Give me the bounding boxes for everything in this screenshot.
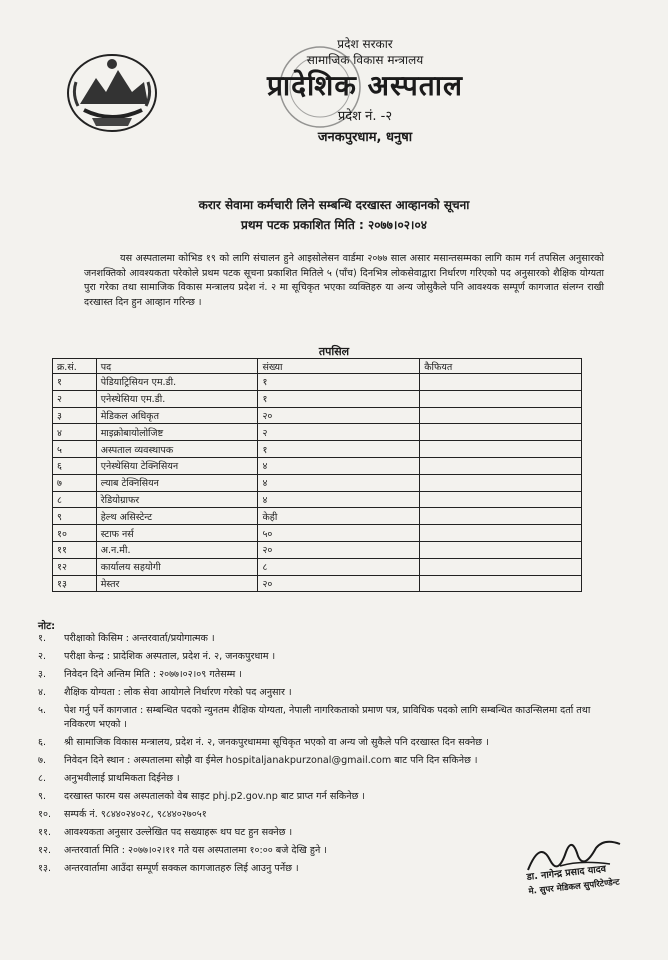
note-number: ४. <box>38 687 47 698</box>
cell-remark <box>420 424 582 441</box>
table-row <box>53 457 582 474</box>
note-number: २. <box>38 651 47 662</box>
cell-sn: १० <box>53 525 97 542</box>
cell-post: एनेस्थेसिया एम.डी. <box>96 390 258 407</box>
cell-post: कार्यालय सहयोगी <box>96 558 258 575</box>
notes-heading: नोट: <box>38 621 56 632</box>
cell-remark <box>420 407 582 424</box>
cell-post: अस्पताल व्यवस्थापक <box>96 441 258 458</box>
note-number: ९. <box>38 791 47 802</box>
table-row <box>53 558 582 575</box>
note-number: ८. <box>38 773 47 784</box>
cell-count: २० <box>258 407 420 424</box>
cell-post: हेल्थ असिस्टेन्ट <box>96 508 258 525</box>
table-row <box>53 424 582 441</box>
table-row <box>53 474 582 491</box>
cell-count: ८ <box>258 558 420 575</box>
table-row <box>53 508 582 525</box>
cell-post: अ.न.मी. <box>96 541 258 558</box>
cell-post: मेडिकल अधिकृत <box>96 407 258 424</box>
note-text: श्री सामाजिक विकास मन्त्रालय, प्रदेश नं. २, जनकपुरधाममा सूचिकृत भएको वा अन्य जो सुकैले पनि दरखास्त दिन सक्नेछ । <box>64 737 489 748</box>
cell-count: ४ <box>258 474 420 491</box>
note-text: अनुभवीलाई प्राथमिकता दिईनेछ । <box>64 773 180 784</box>
note-item <box>38 686 608 700</box>
note-number: ५. <box>38 705 47 716</box>
note-item <box>38 668 608 682</box>
cell-remark <box>420 390 582 407</box>
table-row <box>53 407 582 424</box>
col-header-sn: क्र.सं. <box>53 359 97 374</box>
ministry-label: सामाजिक विकास मन्त्रालय <box>306 53 424 67</box>
cell-count: ४ <box>258 491 420 508</box>
cell-remark <box>420 457 582 474</box>
note-text: शैक्षिक योग्यता : लोक सेवा आयोगले निर्धारण गरेको पद अनुसार । <box>64 687 292 698</box>
cell-sn: १ <box>53 374 97 391</box>
note-number: ६. <box>38 737 47 748</box>
note-number: ३. <box>38 669 47 680</box>
cell-post: स्टाफ नर्स <box>96 525 258 542</box>
note-text: परीक्षा केन्द्र : प्रादेशिक अस्पताल, प्रदेश नं. २, जनकपुरधाम । <box>64 651 276 662</box>
cell-sn: १३ <box>53 575 97 592</box>
cell-count: केही <box>258 508 420 525</box>
note-number: ७. <box>38 755 47 766</box>
cell-post: पेडियाट्रिसियन एम.डी. <box>96 374 258 391</box>
cell-post: माइक्रोबायोलोजिष्ट <box>96 424 258 441</box>
cell-sn: ९ <box>53 508 97 525</box>
cell-remark <box>420 441 582 458</box>
cell-post: मेस्तर <box>96 575 258 592</box>
col-header-remark: कैफियत <box>420 359 582 374</box>
note-number: १०. <box>38 809 52 820</box>
cell-count: १ <box>258 441 420 458</box>
col-header-post: पद <box>96 359 258 374</box>
note-item <box>38 736 608 750</box>
note-item <box>38 704 608 732</box>
cell-count: ४ <box>258 457 420 474</box>
note-text: निवेदन दिने स्थान : अस्पतालमा सोझै वा ईमेल hospitaljanakpurzonal@gmail.com बाट पनि दिन सकिनेछ । <box>64 755 478 766</box>
note-number: १३. <box>38 863 52 874</box>
signatory-name: डा. नागेन्द्र प्रसाद यादव <box>526 863 607 883</box>
cell-remark <box>420 558 582 575</box>
note-text: अन्तरवार्तामा आउँदा सम्पूर्ण सक्कल कागजातहरु लिई आउनु पर्नेछ । <box>64 863 299 874</box>
note-item <box>38 632 608 646</box>
signatory-designation: मे. सुपर मेडिकल सुपरिटेण्डेन्ट <box>528 877 621 897</box>
note-text: आवश्यकता अनुसार उल्लेखित पद सख्याहरू थप घट हुन सक्नेछ । <box>64 827 293 838</box>
table-row <box>53 541 582 558</box>
vacancy-table <box>52 358 582 592</box>
note-item <box>38 808 608 822</box>
nepal-emblem-icon <box>66 52 158 134</box>
table-row <box>53 441 582 458</box>
cell-remark <box>420 541 582 558</box>
publish-date: प्रथम पटक प्रकाशित मिति : २०७७।०२।०४ <box>241 218 427 232</box>
note-item <box>38 650 608 664</box>
cell-post: रेडियोग्राफर <box>96 491 258 508</box>
note-text: अन्तरवार्ता मिति : २०७७।०२।११ गते यस अस्पतालमा १०:०० बजे देखि हुने । <box>64 845 327 856</box>
note-number: १. <box>38 633 47 644</box>
cell-sn: ८ <box>53 491 97 508</box>
note-text: परीक्षाको किसिम : अन्तरवार्ता/प्रयोगात्मक । <box>64 633 215 644</box>
cell-remark <box>420 575 582 592</box>
cell-count: २० <box>258 541 420 558</box>
government-label: प्रदेश सरकार <box>337 37 393 51</box>
cell-sn: १२ <box>53 558 97 575</box>
cell-sn: ३ <box>53 407 97 424</box>
city-label: जनकपुरधाम, धनुषा <box>317 130 413 145</box>
table-row <box>53 525 582 542</box>
notice-title: करार सेवामा कर्मचारी लिने सम्बन्धि दरखास्त आव्हानको सूचना <box>198 198 470 212</box>
table-row <box>53 390 582 407</box>
table-caption: तपसिल <box>318 345 350 358</box>
cell-post: एनेस्थेसिया टेक्निसियन <box>96 457 258 474</box>
province-label: प्रदेश नं. -२ <box>337 109 393 124</box>
cell-count: १ <box>258 390 420 407</box>
notice-intro: यस अस्पतालमा कोभिड १९ को लागि संचालन हुने आइसोलेसन वार्डमा २०७७ साल असार मसान्तसम्मका लागि काम गर्न तपसिल अनुसारको जनशक्तिको आवश्यकता परेकोले प्रथम पटक सूचना प्रकाशित मितिले ५ (पाँच) दिनभित्र लोकसेवाद्वारा निर्धारण गरिएको पद अनुसारको शैक्षिक योग्यता पुरा गरेका तथा सामाजिक विकास मन्त्रालय प्रदेश नं. २ मा सूचिकृत भएका व्यक्तिहरु या अन्य जोसुकैले पनि आवश्यक सम्पूर्ण कागजात संलग्न राखी दरखास्त दिन हुन आव्हान गरिन्छ । <box>84 253 604 308</box>
cell-sn: ७ <box>53 474 97 491</box>
col-header-count: संख्या <box>258 359 420 374</box>
table-row <box>53 374 582 391</box>
cell-sn: ६ <box>53 457 97 474</box>
note-number: १२. <box>38 845 52 856</box>
cell-count: २० <box>258 575 420 592</box>
cell-post: ल्याब टेक्निसियन <box>96 474 258 491</box>
cell-remark <box>420 474 582 491</box>
cell-remark <box>420 525 582 542</box>
cell-count: १ <box>258 374 420 391</box>
note-item <box>38 754 608 768</box>
note-item <box>38 772 608 786</box>
cell-sn: २ <box>53 390 97 407</box>
cell-sn: ४ <box>53 424 97 441</box>
table-row <box>53 575 582 592</box>
note-text: पेश गर्नु पर्ने कागजात : सम्बन्धित पदको न्युनतम शैक्षिक योग्यता, नेपाली नागरिकताको प्रमाण पत्र, प्राविधिक पदको लागि सम्बन्धित काउन्सिलमा दर्ता तथा नविकरण भएको । <box>64 705 591 730</box>
hospital-name: प्रादेशिक अस्पताल <box>267 69 463 102</box>
cell-remark <box>420 508 582 525</box>
note-number: ११. <box>38 827 52 838</box>
cell-sn: ११ <box>53 541 97 558</box>
note-text: सम्पर्क नं. ९८४४०२४०२८, ९८४४०२७०५१ <box>64 809 207 820</box>
note-text: दरखास्त फारम यस अस्पतालको वेब साइट phj.p2.gov.np बाट प्राप्त गर्न सकिनेछ । <box>64 791 365 802</box>
table-row <box>53 491 582 508</box>
cell-remark <box>420 374 582 391</box>
note-item <box>38 790 608 804</box>
cell-remark <box>420 491 582 508</box>
letterhead <box>230 36 500 148</box>
note-text: निवेदन दिने अन्तिम मिति : २०७७।०२।०९ गतेसम्म । <box>64 669 242 680</box>
cell-sn: ५ <box>53 441 97 458</box>
table-header-row <box>53 359 582 374</box>
cell-count: ५० <box>258 525 420 542</box>
cell-count: २ <box>258 424 420 441</box>
